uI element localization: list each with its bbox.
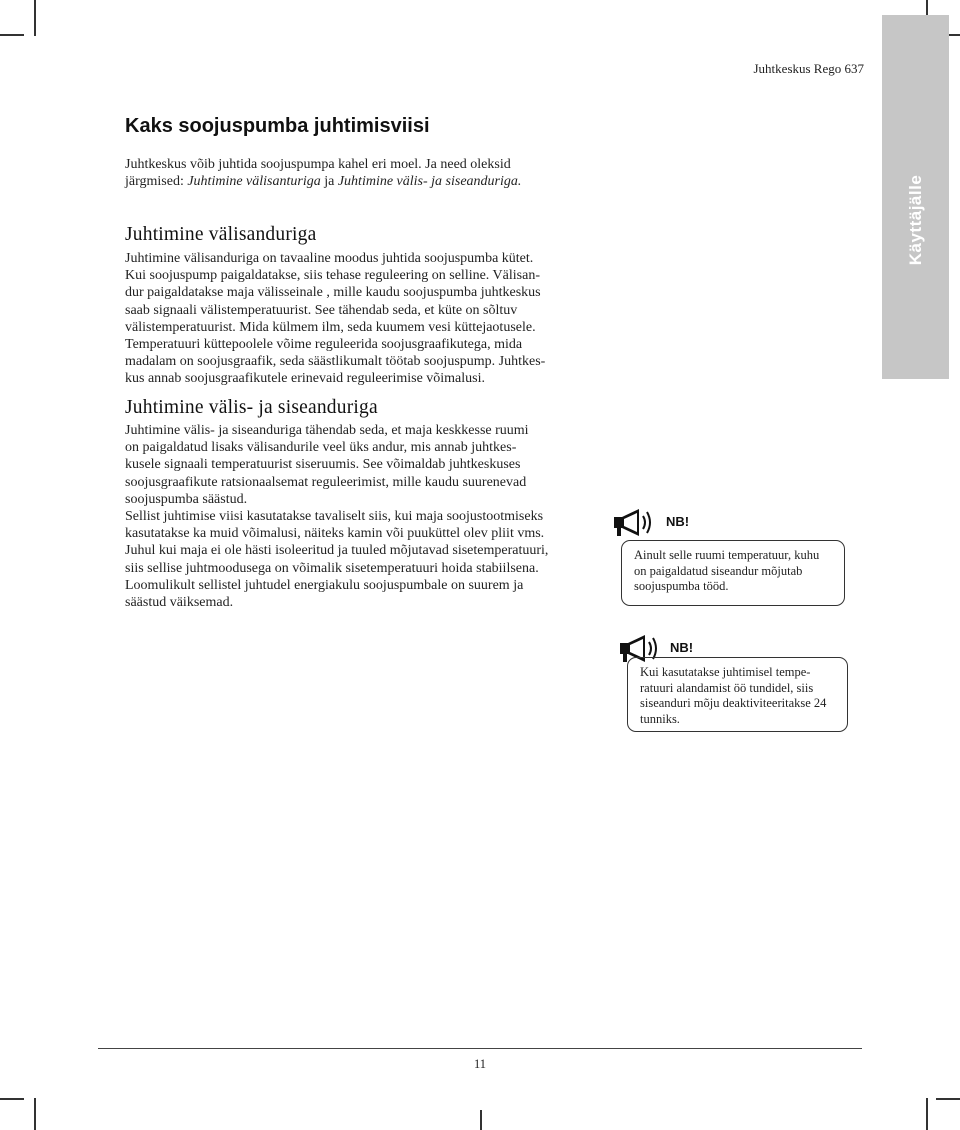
- note-label: NB!: [670, 640, 694, 655]
- note-text-line: soojuspumba tööd.: [634, 579, 729, 593]
- note-box: [627, 657, 848, 732]
- text-line: on paigaldatud lisaks välisandurile veel üks andur, mis annab juhtkes-: [125, 440, 517, 456]
- crop-mark: [0, 34, 24, 36]
- text-line: Juhtimine välis- ja siseanduriga tähendab seda, et maja keskkesse ruumi: [125, 423, 529, 438]
- intro-paragraph: [125, 156, 570, 190]
- intro-text: Juhtkeskus võib juhtida soojuspumpa kahel eri moel. Ja need oleksid järgmised:: [125, 157, 511, 190]
- outdoor-indoor-paragraph-1: [125, 422, 570, 508]
- text-line: soojuspumba säästud.: [125, 491, 248, 507]
- text-line: soojusgraafikute ratsionaalsemat reguleerimist, mille kaudu suurenevad: [125, 474, 527, 490]
- crop-mark: [936, 1098, 960, 1100]
- text-line: Temperatuuri küttepoolele võime reguleerida soojusgraafikutega, mida: [125, 337, 523, 353]
- text-line: kusele signaali temperatuurist siseruumis. See võimaldab juhtkeskuses: [125, 457, 521, 473]
- note-text-line: Kui kasutatakse juhtimisel tempe-: [640, 665, 811, 679]
- text-line: välistemperatuurist. Mida külmem ilm, seda kuumem vesi küttejaotusele.: [125, 319, 536, 335]
- text-line: Loomulikult sellistel juhtudel energiakulu soojuspumbale on suurem ja: [125, 577, 524, 593]
- text-line: kus annab soojusgraafikutele erinevaid reguleerimise võimalusi.: [125, 371, 486, 387]
- note-text-line: siseanduri mõju deaktiviteeritakse 24: [640, 696, 827, 710]
- text-line: kasutatakse ka muid võimalusi, näiteks kamin või puuküttel olev pliit vms.: [125, 526, 545, 542]
- side-tab: [882, 15, 949, 379]
- text-line: dur paigaldatakse maja välisseinale , mille kaudu soojuspumba juhtkeskus: [125, 285, 541, 301]
- text-line: Juhul kui maja ei ole hästi isoleeritud ja tuuled mõjutavad sisetemperatuuri,: [125, 543, 549, 559]
- note-text-line: on paigaldatud siseandur mõjutab: [634, 563, 803, 578]
- note-text-line: ratuuri alandamist öö tundidel, siis: [640, 680, 814, 695]
- note-label: NB!: [666, 514, 690, 529]
- text-line: saab signaali välistemperatuurist. See tähendab seda, et küte on sõltuv: [125, 302, 518, 318]
- intro-emphasis: Juhtimine välis- ja siseanduriga.: [337, 174, 522, 190]
- text-line: madalam on soojusgraafik, seda säästlikumalt töötab soojuspump. Juhtkes-: [125, 354, 546, 370]
- note-text-line: tunniks.: [640, 711, 680, 726]
- outdoor-sensor-paragraph: [125, 250, 570, 388]
- running-head: Juhtkeskus Rego 637: [753, 61, 864, 76]
- crop-mark: [480, 1110, 482, 1130]
- section-heading-outdoor-indoor-sensor: Juhtimine välis- ja siseanduriga: [125, 397, 378, 418]
- text-line: Juhtimine välisanduriga on tavaaline moodus juhtida soojuspumba kütet.: [125, 251, 534, 266]
- crop-mark: [926, 1098, 928, 1130]
- text-line: säästud väiksemad.: [125, 595, 234, 611]
- text-line: Sellist juhtimise viisi kasutatakse tavaliselt siis, kui maja soojustootmiseks: [125, 509, 544, 524]
- intro-emphasis: Juhtimine välisanturiga: [187, 174, 321, 190]
- intro-text: ja: [320, 174, 338, 190]
- note-box: [621, 540, 845, 606]
- page-number: 11: [473, 1057, 487, 1071]
- text-line: siis sellise juhtmoodusega on võimalik sisetemperatuuri hoida stabiilsena.: [125, 560, 539, 576]
- page-title: Kaks soojuspumba juhtimisviisi: [125, 115, 430, 137]
- side-tab-label: Käyttäjälle: [905, 174, 925, 266]
- outdoor-indoor-paragraph-2: [125, 508, 570, 611]
- note-text-line: Ainult selle ruumi temperatuur, kuhu: [634, 548, 820, 562]
- section-heading-outdoor-sensor: Juhtimine välisanduriga: [125, 224, 317, 245]
- crop-mark: [34, 0, 36, 36]
- footer-rule: [98, 1048, 862, 1049]
- crop-mark: [34, 1098, 36, 1130]
- crop-mark: [0, 1098, 24, 1100]
- text-line: Kui soojuspump paigaldatakse, siis tehase reguleering on selline. Välisan-: [125, 268, 540, 284]
